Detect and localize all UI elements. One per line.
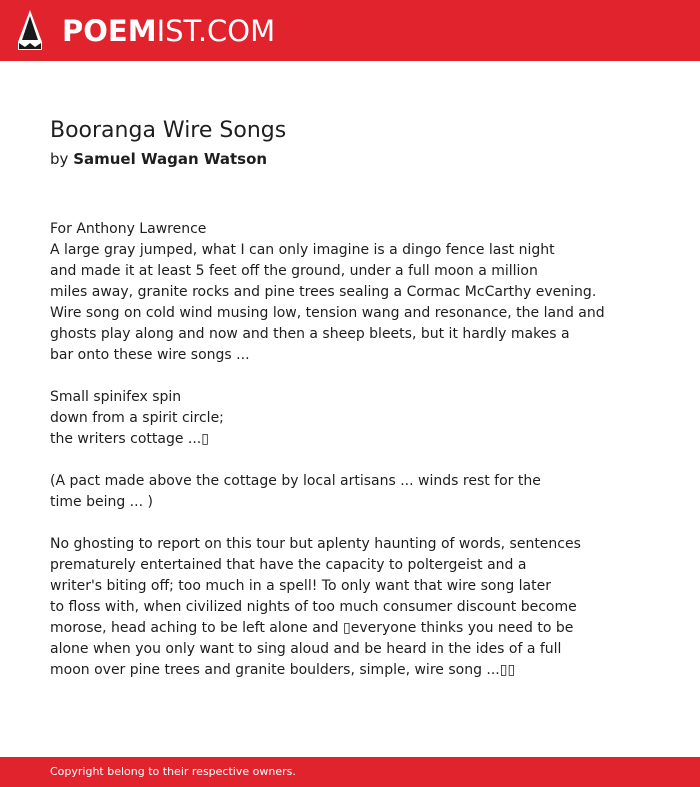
poem-line: Wire song on cold wind musing low, tension wang and resonance, the land and: [50, 305, 605, 321]
poem-line: Small spinifex spin: [50, 389, 182, 405]
poem-line: morose, head aching to be left alone and ▯everyone thinks you need to be: [50, 620, 574, 636]
poem-line: to floss with, when civilized nights of too much consumer discount become: [50, 599, 577, 615]
copyright-text: Copyright belong to their respective owners.: [50, 765, 296, 778]
logo-bold-text: POEM: [62, 14, 157, 48]
poem-title: Booranga Wire Songs: [50, 118, 287, 143]
stanza-break: [50, 513, 670, 534]
poem-line: (A pact made above the cottage by local artisans ... winds rest for the: [50, 473, 541, 489]
poem-line: writer's biting off; too much in a spell! To only want that wire song later: [50, 578, 551, 594]
poem-line: bar onto these wire songs ...: [50, 347, 250, 363]
poem-line: No ghosting to report on this tour but aplenty haunting of words, sentences: [50, 536, 581, 552]
stanza-break: [50, 450, 670, 471]
poem-body: [50, 219, 670, 681]
logo-light-text: IST.COM: [156, 14, 276, 48]
site-logo[interactable]: [62, 13, 275, 49]
site-header: [0, 0, 700, 61]
poem-line: the writers cottage ...▯: [50, 431, 209, 447]
stanza-break: [50, 366, 670, 387]
poem-line: and made it at least 5 feet off the ground, under a full moon a million: [50, 263, 538, 279]
poem-line: For Anthony Lawrence: [50, 221, 207, 237]
author-name: Samuel Wagan Watson: [73, 150, 268, 168]
poem-line: moon over pine trees and granite boulders, simple, wire song ...▯▯: [50, 662, 516, 678]
poem-line: miles away, granite rocks and pine trees sealing a Cormac McCarthy evening.: [50, 284, 597, 300]
poem-line: ghosts play along and now and then a sheep bleets, but it hardly makes a: [50, 326, 570, 342]
by-label: by: [50, 150, 69, 168]
poem-line: down from a spirit circle;: [50, 410, 224, 426]
byline: [50, 149, 267, 169]
poem-line: A large gray jumped, what I can only imagine is a dingo fence last night: [50, 242, 555, 258]
poem-line: alone when you only want to sing aloud and be heard in the ides of a full: [50, 641, 562, 657]
poem-line: prematurely entertained that have the capacity to poltergeist and a: [50, 557, 527, 573]
site-footer: [0, 757, 700, 787]
pencil-logo-icon[interactable]: [17, 10, 43, 50]
poem-line: time being ... ): [50, 494, 153, 510]
